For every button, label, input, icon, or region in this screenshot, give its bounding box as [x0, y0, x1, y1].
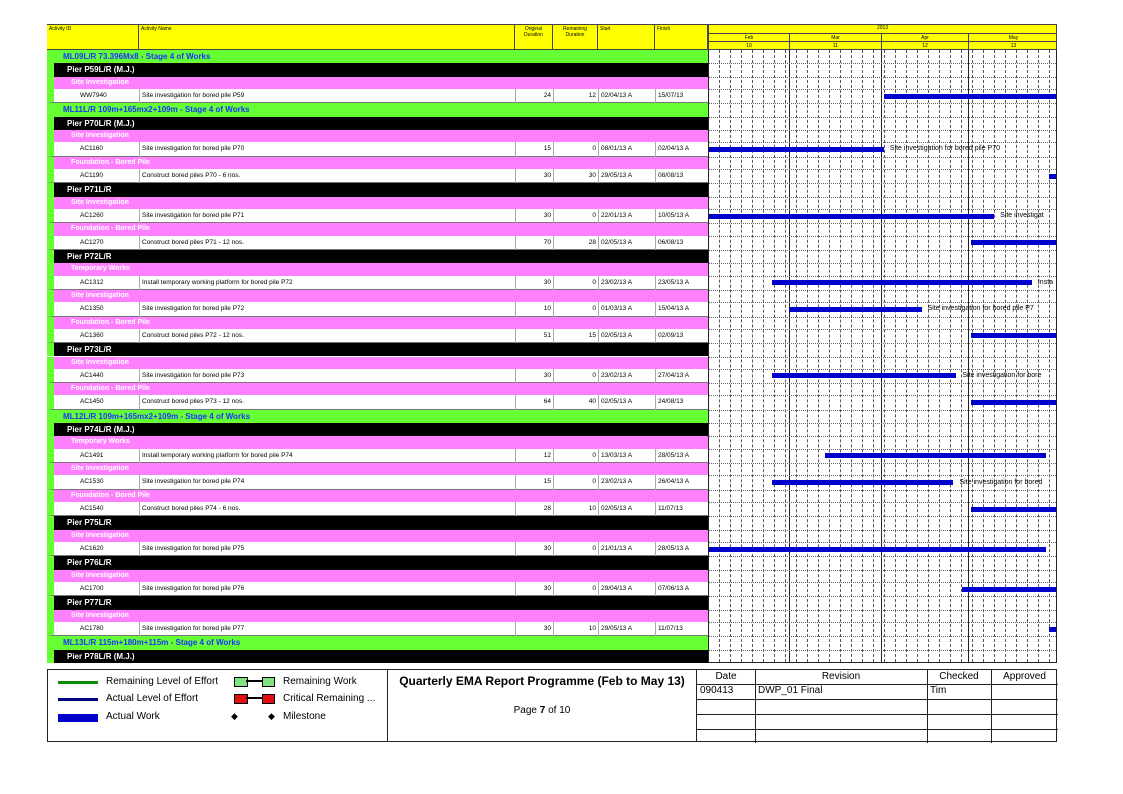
group-label: Foundation - Bored Pile: [71, 158, 150, 166]
actual-work-bar[interactable]: [1049, 627, 1057, 632]
pier-label: Pier P70L/R (M.J.): [67, 118, 135, 128]
revision-col-line: [927, 670, 928, 743]
revision-cell: 090413: [700, 685, 734, 696]
row-gridline: [709, 263, 1056, 264]
row-gridline: [709, 290, 1056, 291]
start-date-cell: 02/04/13 A: [598, 89, 655, 103]
row-gridline: [709, 542, 1056, 543]
remaining-duration-cell: 0: [553, 449, 598, 463]
start-date-cell: 13/03/13 A: [598, 449, 655, 463]
activity-name-cell: Site investigation for bored pile P72: [139, 302, 515, 316]
critical-remaining-swatch: [234, 694, 274, 703]
activity-name-cell: Site investigation for bored pile P76: [139, 582, 515, 596]
actual-work-bar[interactable]: [709, 214, 994, 219]
group-label: Site Investigation: [71, 291, 129, 299]
activity-name-cell: Site investigation for bored pile P73: [139, 369, 515, 383]
row-gridline: [709, 410, 1056, 411]
finish-date-cell: 28/05/13 A: [655, 542, 708, 556]
actual-work-bar[interactable]: [789, 307, 922, 312]
original-duration-cell: 51: [515, 329, 553, 343]
pier-label: Pier P77L/R: [67, 598, 112, 608]
revision-table: [697, 670, 1058, 741]
revision-cell: Tim: [930, 685, 947, 696]
original-duration-cell: 15: [515, 475, 553, 489]
activity-id-cell: AC1530: [80, 478, 104, 486]
row-gridline: [709, 89, 1056, 90]
activity-id-cell: AC1540: [80, 505, 104, 513]
start-date-cell: 23/02/13 A: [598, 475, 655, 489]
activity-name-cell: Site investigation for bored pile P59: [139, 89, 515, 103]
activity-id-cell: AC1700: [80, 585, 104, 593]
remaining-duration-cell: 0: [553, 542, 598, 556]
activity-id-cell: AC1440: [80, 371, 104, 379]
finish-date-cell: 11/07/13: [655, 502, 708, 516]
timescale-month: Feb: [744, 35, 754, 41]
remaining-work-swatch: [234, 677, 274, 686]
row-gridline: [709, 530, 1056, 531]
original-duration-cell: 64: [515, 395, 553, 409]
pier-label: Pier P75L/R: [67, 518, 112, 528]
legend-critical-remaining: Critical Remaining ...: [283, 693, 376, 704]
legend: [48, 670, 388, 741]
row-gridline: [709, 142, 1056, 143]
row-gridline: [709, 556, 1056, 557]
activity-id-cell: AC1450: [80, 398, 104, 406]
gantt-timescale: [708, 24, 1057, 50]
milestone-diamond-icon: ◆: [231, 711, 238, 721]
page-indicator: [388, 705, 696, 716]
bar-label: Site investigat: [1000, 212, 1044, 220]
activity-id-cell: AC1620: [80, 545, 104, 553]
actual-work-bar[interactable]: [971, 400, 1057, 405]
activity-id-cell: AC1260: [80, 211, 104, 219]
row-gridline: [709, 157, 1056, 158]
start-date-cell: 29/05/13 A: [598, 169, 655, 183]
start-date-cell: 02/05/13 A: [598, 236, 655, 250]
remaining-duration-cell: 0: [553, 582, 598, 596]
remaining-duration-cell: 0: [553, 142, 598, 156]
group-label: Site Investigation: [71, 198, 129, 206]
finish-date-cell: 10/05/13 A: [655, 209, 708, 223]
remaining-loe-swatch: [58, 681, 98, 684]
activity-id-cell: AC1350: [80, 305, 104, 313]
page-number: 7: [539, 705, 546, 716]
actual-work-bar[interactable]: [709, 147, 884, 152]
activity-name-cell: Install temporary working platform for bored pile P74: [139, 449, 515, 463]
row-gridline: [709, 329, 1056, 330]
group-label: Temporary Works: [71, 438, 130, 446]
row-gridline: [709, 383, 1056, 384]
timescale-month: Apr: [881, 34, 968, 42]
revision-col-header: Checked: [939, 671, 979, 682]
finish-date-cell: 06/08/13: [655, 236, 708, 250]
col-header-activity-name[interactable]: Activity Name: [139, 24, 515, 50]
row-gridline: [709, 77, 1056, 78]
timescale-week: 12: [881, 42, 968, 50]
timescale-weeks: [709, 41, 1056, 50]
group-label: Site Investigation: [71, 358, 129, 366]
remaining-duration-cell: 0: [553, 369, 598, 383]
group-label: Site Investigation: [71, 78, 129, 86]
start-date-cell: 22/01/13 A: [598, 209, 655, 223]
original-duration-cell: 30: [515, 582, 553, 596]
group-label: Temporary Works: [71, 265, 130, 273]
finish-date-cell: 02/04/13 A: [655, 142, 708, 156]
row-gridline: [709, 117, 1056, 118]
pier-label: Pier P73L/R: [67, 345, 112, 355]
row-gridline: [709, 276, 1056, 277]
start-date-cell: 23/02/13 A: [598, 276, 655, 290]
legend-remaining-loe: Remaining Level of Effort: [106, 676, 219, 687]
finish-date-cell: 15/07/13: [655, 89, 708, 103]
report-footer: [47, 669, 1057, 742]
activity-id-cell: AC1491: [80, 451, 104, 459]
page-prefix: Page: [513, 705, 540, 716]
finish-date-cell: 07/06/13 A: [655, 582, 708, 596]
activity-name-cell: Site investigation for bored pile P75: [139, 542, 515, 556]
actual-work-bar[interactable]: [971, 240, 1057, 245]
gantt-chart: [708, 50, 1057, 663]
start-date-cell: 01/03/13 A: [598, 302, 655, 316]
activity-name-cell: Construct bored piles P74 - 6 nos.: [139, 502, 515, 516]
row-gridline: [709, 610, 1056, 611]
actual-work-bar[interactable]: [962, 587, 1057, 592]
actual-work-bar[interactable]: [971, 333, 1057, 338]
group-label: Foundation - Bored Pile: [71, 225, 150, 233]
remaining-duration-cell: 0: [553, 276, 598, 290]
original-duration-cell: 30: [515, 276, 553, 290]
activity-name-cell: Site investigation for bored pile P71: [139, 209, 515, 223]
project-label: ML09L/R 73.396Mx8 - Stage 4 of Works: [63, 52, 211, 61]
row-gridline: [709, 103, 1056, 104]
finish-date-cell: 08/08/13: [655, 169, 708, 183]
start-date-cell: 21/01/13 A: [598, 542, 655, 556]
row-gridline: [709, 423, 1056, 424]
revision-col-line: [991, 670, 992, 743]
finish-date-cell: 27/04/13 A: [655, 369, 708, 383]
row-gridline: [709, 622, 1056, 623]
project-label: ML12L/R 109m+165mx2+109m - Stage 4 of Works: [63, 411, 251, 421]
row-gridline: [709, 449, 1056, 450]
row-gridline: [709, 197, 1056, 198]
row-gridline: [709, 63, 1056, 64]
revision-row-line: [697, 714, 1058, 715]
remaining-duration-cell: 12: [553, 89, 598, 103]
activity-id-cell: AC1780: [80, 624, 104, 632]
actual-work-bar[interactable]: [709, 547, 1046, 552]
legend-milestone: Milestone: [283, 711, 326, 722]
col-header-remaining-duration[interactable]: Remaining Duration: [553, 24, 598, 50]
activity-name-cell: Construct bored piles P73 - 12 nos.: [139, 395, 515, 409]
remaining-duration-cell: 10: [553, 622, 598, 636]
actual-work-swatch: [58, 714, 98, 722]
legend-actual-work: Actual Work: [106, 711, 160, 722]
bar-label: Site investigation for bore: [962, 371, 1042, 379]
legend-remaining-work: Remaining Work: [283, 676, 357, 687]
bar-label: Site investigation for bored pile P70: [889, 145, 1001, 153]
start-date-cell: 02/05/13 A: [598, 329, 655, 343]
timescale-week: 13: [968, 42, 1058, 50]
start-date-cell: 23/02/13 A: [598, 369, 655, 383]
activity-id-cell: AC1270: [80, 238, 104, 246]
report-title: Quarterly EMA Report Programme (Feb to May 13): [399, 674, 685, 688]
activity-id-cell: WW7940: [80, 91, 107, 99]
revision-col-header: Date: [715, 671, 737, 682]
activity-id-cell: AC1360: [80, 331, 104, 339]
row-gridline: [709, 183, 1056, 184]
col-header-original-duration[interactable]: Original Duration: [515, 24, 553, 50]
group-label: Site Investigation: [71, 531, 129, 539]
actual-work-bar[interactable]: [1049, 174, 1057, 179]
finish-date-cell: 11/07/13: [655, 622, 708, 636]
actual-work-bar[interactable]: [971, 507, 1057, 512]
row-gridline: [709, 236, 1056, 237]
start-date-cell: 29/05/13 A: [598, 622, 655, 636]
row-gridline: [709, 582, 1056, 583]
finish-date-cell: 23/05/13 A: [655, 276, 708, 290]
activity-name-cell: Site investigation for bored pile P74: [139, 475, 515, 489]
row-gridline: [709, 436, 1056, 437]
revision-cell: DWP_01 Final: [758, 685, 823, 696]
bar-label: Site investigation for bored: [959, 478, 1043, 486]
activity-name-cell: Construct bored piles P71 - 12 nos.: [139, 236, 515, 250]
actual-loe-swatch: [58, 698, 98, 701]
timescale-month: Mar: [789, 34, 881, 42]
revision-col-header: Revision: [821, 671, 861, 682]
row-gridline: [709, 596, 1056, 597]
remaining-duration-cell: 30: [553, 169, 598, 183]
title-block: [388, 670, 697, 741]
row-gridline: [709, 223, 1056, 224]
actual-work-bar[interactable]: [772, 480, 954, 485]
revision-cell: [991, 684, 1058, 698]
pier-label: Pier P59L/R (M.J.): [67, 65, 135, 75]
original-duration-cell: 30: [515, 542, 553, 556]
start-date-cell: 02/05/13 A: [598, 395, 655, 409]
group-label: Site Investigation: [71, 131, 129, 139]
finish-date-cell: 28/05/13 A: [655, 449, 708, 463]
bar-label: Insta: [1037, 278, 1054, 286]
row-gridline: [709, 502, 1056, 503]
remaining-duration-cell: 15: [553, 329, 598, 343]
pier-label: Pier P78L/R (M.J.): [67, 651, 135, 661]
row-gridline: [709, 636, 1056, 637]
remaining-duration-cell: 10: [553, 502, 598, 516]
remaining-duration-cell: 0: [553, 475, 598, 489]
revision-row-line: [697, 684, 1058, 685]
start-date-cell: 29/04/13 A: [598, 582, 655, 596]
project-label: ML11L/R 109m+165mx2+109m - Stage 4 of Works: [63, 105, 250, 115]
activity-id-cell: AC1312: [80, 278, 104, 286]
activity-name-cell: Site investigation for bored pile P70: [139, 142, 515, 156]
finish-date-cell: 02/09/13: [655, 329, 708, 343]
original-duration-cell: 28: [515, 502, 553, 516]
timescale-week: 11: [789, 42, 881, 50]
row-gridline: [709, 250, 1056, 251]
timescale-month: May: [968, 34, 1058, 42]
original-duration-cell: 30: [515, 169, 553, 183]
finish-date-cell: 24/08/13: [655, 395, 708, 409]
row-gridline: [709, 395, 1056, 396]
timescale-week: 10: [746, 43, 752, 49]
group-label: Site Investigation: [71, 465, 129, 473]
group-label: Foundation - Bored Pile: [71, 491, 150, 499]
col-header-start[interactable]: Start: [598, 24, 655, 50]
actual-work-bar[interactable]: [825, 453, 1047, 458]
actual-work-bar[interactable]: [772, 373, 957, 378]
revision-row-line: [697, 699, 1058, 700]
activity-id-cell: AC1190: [80, 171, 104, 179]
pier-label: Pier P72L/R: [67, 251, 112, 261]
group-label: Site Investigation: [71, 611, 129, 619]
page-suffix: of 10: [545, 705, 571, 716]
timescale-year: 2013: [876, 25, 889, 31]
bar-label: Site investigation for bored pile P7: [927, 305, 1034, 313]
row-gridline: [709, 130, 1056, 131]
row-gridline: [709, 302, 1056, 303]
original-duration-cell: 24: [515, 89, 553, 103]
row-gridline: [709, 570, 1056, 571]
row-gridline: [709, 475, 1056, 476]
row-gridline: [709, 516, 1056, 517]
schedule-sheet: [47, 24, 1057, 742]
original-duration-cell: 30: [515, 622, 553, 636]
row-gridline: [709, 209, 1056, 210]
activity-name-cell: Site investigation for bored pile P77: [139, 622, 515, 636]
row-gridline: [709, 490, 1056, 491]
revision-col-line: [755, 670, 756, 743]
original-duration-cell: 70: [515, 236, 553, 250]
activity-name-cell: Install temporary working platform for bored pile P72: [139, 276, 515, 290]
col-header-activity-id[interactable]: Activity ID: [47, 24, 139, 50]
original-duration-cell: 30: [515, 369, 553, 383]
activity-id-cell: AC1160: [80, 145, 104, 153]
group-label: Foundation - Bored Pile: [71, 385, 150, 393]
row-gridline: [709, 650, 1056, 651]
revision-row-line: [697, 729, 1058, 730]
activity-name-cell: Construct bored piles P70 - 6 nos.: [139, 169, 515, 183]
original-duration-cell: 30: [515, 209, 553, 223]
remaining-duration-cell: 28: [553, 236, 598, 250]
pier-label: Pier P74L/R (M.J.): [67, 425, 135, 435]
row-gridline: [709, 169, 1056, 170]
original-duration-cell: 15: [515, 142, 553, 156]
remaining-duration-cell: 0: [553, 302, 598, 316]
original-duration-cell: 10: [515, 302, 553, 316]
row-gridline: [709, 343, 1056, 344]
original-duration-cell: 12: [515, 449, 553, 463]
col-header-finish[interactable]: Finish: [655, 24, 708, 50]
row-gridline: [709, 317, 1056, 318]
revision-col-header: Approved: [1003, 671, 1046, 682]
row-gridline: [709, 369, 1056, 370]
start-date-cell: 02/05/13 A: [598, 502, 655, 516]
remaining-duration-cell: 0: [553, 209, 598, 223]
activity-name-cell: Construct bored piles P72 - 12 nos.: [139, 329, 515, 343]
finish-date-cell: 15/04/13 A: [655, 302, 708, 316]
milestone-diamond-icon: ◆: [268, 711, 275, 721]
project-label: ML13L/R 115m+180m+115m - Stage 4 of Works: [63, 638, 241, 648]
actual-work-bar[interactable]: [772, 280, 1032, 285]
group-label: Foundation - Bored Pile: [71, 318, 150, 326]
pier-label: Pier P76L/R: [67, 558, 112, 568]
actual-work-bar[interactable]: [884, 94, 1057, 99]
group-label: Site Investigation: [71, 571, 129, 579]
row-gridline: [709, 357, 1056, 358]
row-gridline: [709, 463, 1056, 464]
remaining-duration-cell: 40: [553, 395, 598, 409]
pier-label: Pier P71L/R: [67, 185, 112, 195]
legend-actual-loe: Actual Level of Effort: [106, 693, 199, 704]
finish-date-cell: 26/04/13 A: [655, 475, 708, 489]
start-date-cell: 08/01/13 A: [598, 142, 655, 156]
